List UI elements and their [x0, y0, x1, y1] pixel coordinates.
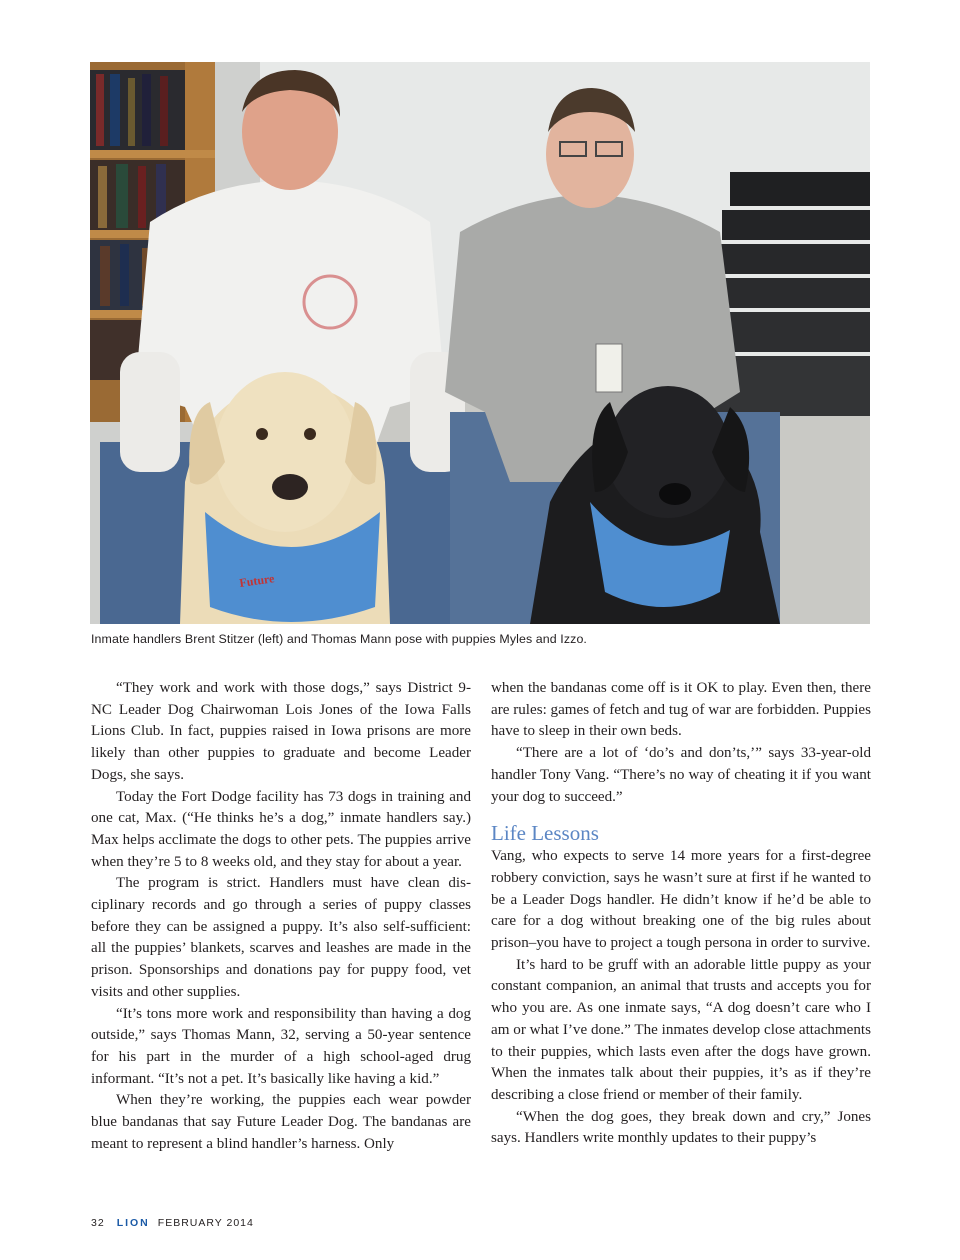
photo-caption: Inmate handlers Brent Stitzer (left) and Thomas Mann pose with puppies Myles and Izzo.: [91, 632, 587, 646]
yellow-lab-puppy: [180, 372, 390, 624]
paragraph: Today the Fort Dodge facility has 73 dogs in training and one cat, Max. (“He thinks he’s a dog,” inmate handlers say.) Max helps acclimate the dogs to other pets. The puppies arrive when they’re 5 to 8 weeks old, and they stay for about a year.: [91, 788, 471, 870]
issue-date: FEBRUARY 2014: [157, 1217, 254, 1229]
paragraph: When they’re working, the puppies each wear powder blue bandanas that say Future Leader Dog. The bandanas are meant to represent a blind handler’s harness. Only: [91, 1092, 471, 1152]
article-column-right: [491, 678, 871, 1150]
paragraph: “It’s tons more work and responsibility than having a dog outside,” says Thomas Mann, 32, serving a 50-year sentence for his part in the murder of a high school-aged drug informant. “It’s not a pet. It’s basically like having a kid.”: [91, 1005, 471, 1087]
paragraph: “When the dog goes, they break down and cry,” Jones says. Handlers write monthly updates to their puppy’s: [491, 1108, 871, 1147]
svg-text:Future: Future: [238, 571, 276, 590]
article-column-left: [91, 678, 471, 1155]
article-photo: [90, 62, 870, 624]
paragraph: when the bandanas come off is it OK to play. Even then, there are rules: games of fetch and tug of war are forbidden. Puppies have to sleep in their own beds.: [491, 680, 871, 740]
section-heading: Life Lessons: [491, 821, 599, 846]
photo-illustration: [90, 62, 870, 624]
paragraph: It’s hard to be gruff with an adorable little puppy as your constant companion, an animal that trusts and accepts you for who you are. As one inmate says, “A dog doesn’t care who I am or what I’ve done.” The inmates develop close attachments to their puppies, which lasts even after the dogs have grown. When the inmates talk about their puppies, it’s as if they’re describing a close friend or member of their family.: [491, 956, 871, 1103]
page-folio: [91, 1217, 254, 1229]
page-number: 32: [91, 1217, 105, 1229]
paragraph: “They work and work with those dogs,” says District 9-NC Leader Dog Chairwoman Lois Jones of the Iowa Falls Lions Club. In fact, puppies raised in Iowa prisons are more likely than other puppies to graduate and become Leader Dogs, she says.: [91, 680, 471, 783]
paragraph: “There are a lot of ‘do’s and don’ts,’” says 33-year-old handler Tony Vang. “There’s no way of cheating it if you want your dog to succeed.”: [491, 745, 871, 805]
paragraph: Vang, who expects to serve 14 more years for a first-degree robbery conviction, says he wasn’t sure at first if he wanted to be a Leader Dogs handler. He didn’t know if he’d be able to care for a dog without breaking one of the big rules about prison–you have to project a tough persona in order to survive.: [491, 848, 871, 952]
paragraph: The program is strict. Handlers must have clean disciplinary records and go through a series of puppy classes before they can be assigned a puppy. It’s also self-sufficient: all the puppies’ blankets, scarves and leashes are made in the prison. Sponsorships and donations pay for puppy food, vet visits and other supplies.: [91, 875, 471, 1000]
magazine-name: LION: [116, 1217, 150, 1229]
